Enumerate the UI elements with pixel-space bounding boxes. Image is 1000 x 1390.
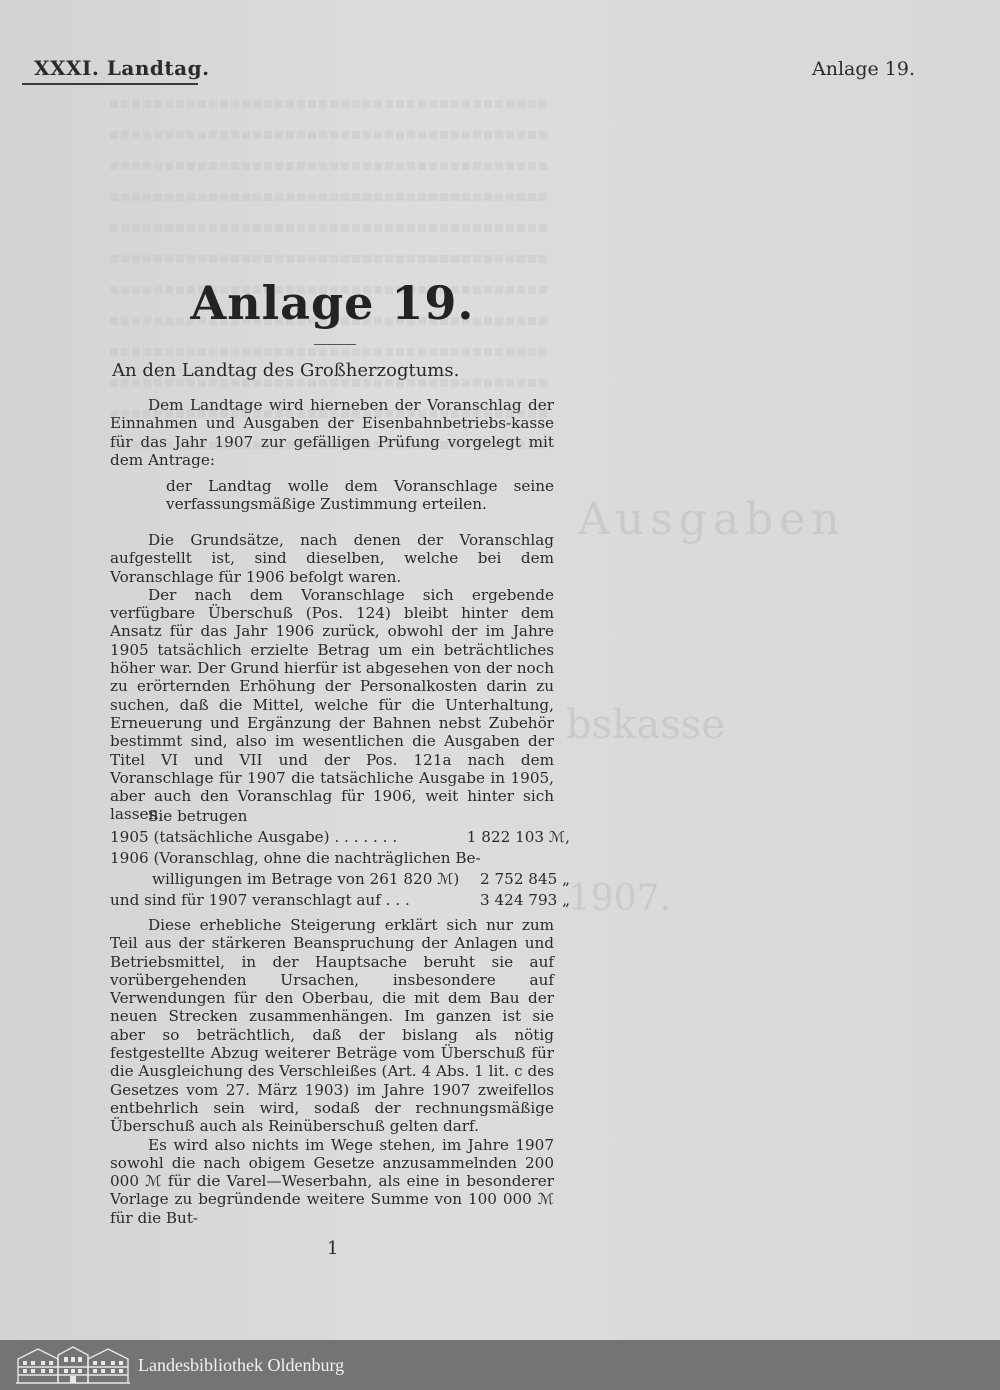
figure-label: 1905 (tatsächliche Ausgabe) . . . . . . . — [110, 828, 398, 846]
bleed-through-word: bskasse — [566, 702, 725, 748]
figure-amount — [481, 848, 570, 869]
paragraph-text: Die Grundsätze, nach denen der Voranschlag aufgestellt ist, sind dieselben, welche bei dem Voranschlage für 1906 befolgt waren. — [110, 531, 554, 586]
paragraph-text: Diese erhebliche Steigerung erklärt sich nur zum Teil aus der stärkeren Beanspruchung der Anlagen und Betriebsmittel, in der Hauptsache beruht sie auf vorübergehenden Ursachen, insbesondere auf Verwendungen für den Oberbau, die mit dem Bau der neuen Strecken zusammenhängen. Im ganzen ist sie aber so beträchtlich, daß der bislang als nötig festgestellte Abzug weiterer Beträge vom Überschuß für die Ausgleichung des Verschleißes (Art. 4 Abs. 1 lit. c des Gesetzes vom 27. März 1903) im Jahre 1907 zweifellos entbehrlich sein wird, sodaß der rechnungsmäßige Überschuß auch als Reinüberschuß gelten darf. — [110, 916, 554, 1136]
running-header-right: Anlage 19. — [812, 58, 916, 80]
paragraph-text: Der nach dem Voranschlage sich ergebende verfügbare Überschuß (Pos. 124) bleibt hinter dem Ansatz für das Jahr 1906 zurück, obwohl der im Jahre 1905 tatsächlich erzielte Betrag um ein beträchtliches höher war. Der Grund hierfür ist abgesehen von der noch zu erörternden Erhöhung der Personalkosten darin zu suchen, daß die Mittel, welche für die Unterhaltung, Erneuerung und Ergänzung der Bahnen nebst Zubehör bestimmt sind, also im wesentlichen die Ausgaben der Titel VI und VII und der Pos. 121a nach dem Voranschlage für 1907 die tatsächliche Ausgabe in 1905, aber auch den Voranschlag für 1906, weit hinter sich lassen. — [110, 585, 554, 824]
bleed-through-word: 1907. — [568, 878, 672, 919]
figures-intro-row — [110, 806, 570, 827]
figure-row — [110, 890, 570, 911]
figure-row — [110, 827, 570, 848]
figures-intro: Sie betrugen — [148, 807, 248, 825]
title-rule — [314, 344, 356, 345]
figure-label: 1906 (Voranschlag, ohne die nachträglichen Be- — [110, 849, 481, 867]
running-header-left: XXXI. Landtag. — [34, 56, 210, 80]
motion-quote: der Landtag wolle dem Voranschlage seine verfassungsmäßige Zustimmung erteilen. — [166, 477, 554, 514]
figure-row — [110, 848, 570, 869]
figure-label: willigungen im Betrage von 261 820 ℳ) — [152, 870, 460, 888]
bleed-through-word: Ausgaben — [578, 494, 846, 545]
addressee-line: An den Landtag des Großherzogtums. — [112, 360, 460, 381]
figure-amount: 3 424 793 „ — [480, 891, 570, 909]
document-title: Anlage 19. — [190, 276, 475, 330]
figure-amount: 1 822 103 ℳ, — [466, 828, 570, 846]
paragraph-2 — [110, 531, 554, 824]
figure-row — [110, 869, 570, 890]
header-underline — [22, 83, 198, 85]
page-number: 1 — [327, 1238, 339, 1259]
paragraph-text: Es wird also nichts im Wege stehen, im Jahre 1907 sowohl die nach obigem Gesetze anzusammelnden 200 000 ℳ für die Varel—Weserbahn, als eine in besonderer Vorlage zu begründende weitere Summe von 100 000 ℳ für die But- — [110, 1135, 554, 1227]
footer-bar — [0, 1340, 1000, 1390]
library-name: Landesbibliothek Oldenburg — [138, 1354, 345, 1375]
figure-amount: 2 752 845 „ — [480, 870, 570, 888]
library-building-logo — [14, 1343, 132, 1387]
paragraph-text: Dem Landtage wird hierneben der Voranschlag der Einnahmen und Ausgaben der Eisenbahnbetriebs-kasse für das Jahr 1907 zur gefälligen Prüfung vorgelegt mit dem Antrage: — [110, 396, 554, 469]
expense-figures — [110, 806, 570, 911]
paragraph-4 — [110, 916, 554, 1227]
paragraph-1 — [110, 396, 554, 469]
figure-label: und sind für 1907 veranschlagt auf . . . — [110, 891, 410, 909]
